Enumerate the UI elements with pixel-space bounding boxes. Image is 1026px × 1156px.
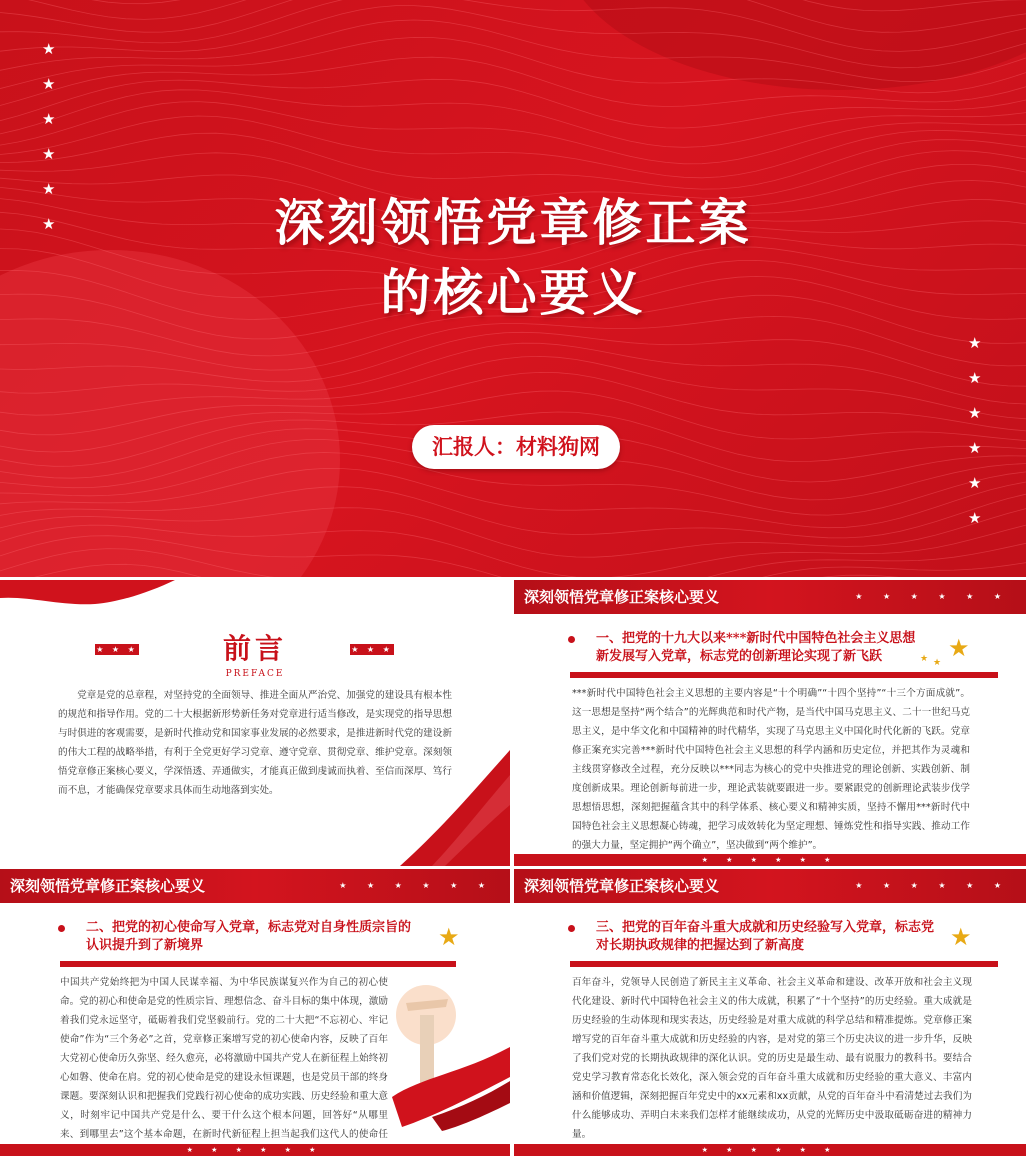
cover-title-line1: 深刻领悟党章修正案 — [274, 193, 752, 252]
section-bullet — [568, 925, 575, 932]
footer-star-decor: ★ ★ ★ ★ ★ ★ — [701, 1146, 839, 1154]
star-icon: ★ — [968, 369, 982, 387]
wave-line — [0, 356, 1026, 418]
gold-star-icon: ★ — [950, 923, 972, 951]
header-star-decor: ★ ★ ★ ★ ★ ★ — [855, 592, 1010, 601]
gold-star-icon: ★ — [948, 634, 970, 662]
star-icon: ★ — [968, 439, 982, 457]
slide-header-title: 深刻领悟党章修正案核心要义 — [524, 588, 720, 606]
cover-title-line2: 的核心要义 — [380, 263, 646, 322]
wave-line — [0, 549, 1026, 577]
preface-subtitle: PREFACE — [225, 669, 285, 679]
preface-star-decor-right: ★ ★ ★ — [351, 645, 393, 654]
wave-line — [0, 133, 1026, 189]
star-icon: ★ — [968, 509, 982, 527]
content-slide-3 — [514, 869, 1026, 1156]
star-icon: ★ — [968, 404, 982, 422]
huabiao-ribbon-illustration — [392, 977, 510, 1141]
star-icon: ★ — [42, 110, 56, 128]
content-slide-1 — [514, 580, 1026, 866]
section-underline — [60, 961, 456, 967]
star-icon: ★ — [968, 334, 982, 352]
cover-star-column-right — [968, 334, 981, 528]
star-icon: ★ — [42, 75, 56, 93]
star-icon: ★ — [42, 180, 56, 198]
slide-header-title: 深刻领悟党章修正案核心要义 — [10, 877, 206, 895]
wave-line — [0, 102, 1026, 164]
section-body: ***新时代中国特色社会主义思想的主要内容是“十个明确”“十四个坚持”“十三个方面成就”。这一思想是坚持“两个结合”的光辉典范和时代产物，是当代中国马克思主义、二十一世纪马克思主义，是中华文化和中国精神的时代精华，实现了马克思主义中国化时代化新的飞跃。党章修正案充实完善***新时代中国特色社会主义思想的科学内涵和历史定位，并把其作为灵魂和主线贯穿修改全过程，充分反映以***同志为核心的党中央推进党的理论创新、实践创新、制度创新成果。理论创新每前进一步，理论武装就要跟进一步。要紧跟党的创新理论武装步伐学思想悟思想，深刻把握蕴含其中的科学体系、核心要义和精神实质，坚持不懈用***新时代中国特色社会主义思想凝心铸魂，把学习成效转化为坚定理想、锤炼党性和指导实践、推动工作的强大力量，坚定拥护“两个确立”，坚决做到“两个维护”。 — [572, 688, 970, 851]
preface-title: 前言 — [222, 632, 287, 665]
star-icon: ★ — [42, 40, 56, 58]
wave-line — [0, 332, 1026, 386]
wave-line — [0, 508, 1026, 558]
section-title: 三、把党的百年奋斗重大成就和历史经验写入党章，标志党对长期执政规律的把握达到了新高度 — [596, 920, 935, 953]
wave-line — [0, 116, 1026, 178]
wave-line — [0, 525, 1026, 577]
header-star-decor: ★ ★ ★ ★ ★ ★ — [339, 881, 494, 890]
section-title: 二、把党的初心使命写入党章，标志党对自身性质宗旨的认识提升到了新境界 — [86, 920, 412, 953]
cover-title — [0, 188, 1026, 328]
gold-star-small-icon: ★ — [933, 658, 942, 668]
preface-slide — [0, 580, 510, 866]
footer-star-decor: ★ ★ ★ ★ ★ ★ — [701, 856, 839, 864]
header-star-decor: ★ ★ ★ ★ ★ ★ — [855, 881, 1010, 890]
wave-line — [0, 0, 1026, 51]
section-body: 中国共产党始终把为中国人民谋幸福、为中华民族谋复兴作为自己的初心使命。党的初心和使命是党的性质宗旨、理想信念、奋斗目标的集中体现，激励着我们党永远坚守，砥砺着我们党坚毅前行。党的二十大把“不忘初心、牢记使命”作为“三个务必”之首，党章修正案增写党的初心使命内容，反映了百年大党初心使命历久弥坚、经久愈亮，必将激励中国共产党人在新征程上始终初心如磐、使命在肩。党的初心使命是党的建设永恒课题，也是党员干部的终身课题。要深刻认识和把握我们党践行初心使命的成功实践、历史经验和重大意义，时刻牢记中国共产党是什么、要干什么这个根本问题，回答好“从哪里来、到哪里去”这个基本命题，在新时代新征程上担当起我们这代人的使命任 — [60, 977, 388, 1140]
star-icon: ★ — [968, 474, 982, 492]
section-underline — [570, 672, 998, 678]
section-title: 一、把党的十九大以来***新时代中国特色社会主义思想新发展写入党章，标志党的创新理论实现了新飞跃 — [596, 631, 916, 664]
section-bullet — [568, 636, 575, 643]
preface-star-decor-left: ★ ★ ★ — [96, 645, 138, 654]
gold-star-icon: ★ — [438, 923, 460, 951]
star-icon: ★ — [42, 215, 56, 233]
wave-line — [0, 468, 1026, 527]
gold-star-small-icon: ★ — [920, 654, 929, 664]
section-underline — [570, 961, 998, 967]
content-slide-2 — [0, 869, 510, 1156]
star-icon: ★ — [42, 145, 56, 163]
wave-line — [0, 564, 1026, 577]
slide-header-title: 深刻领悟党章修正案核心要义 — [524, 877, 720, 895]
wave-line — [0, 536, 1026, 577]
wave-line — [0, 487, 1026, 538]
footer-star-decor: ★ ★ ★ ★ ★ ★ — [186, 1146, 324, 1154]
preface-body: 党章是党的总章程，对坚持党的全面领导、推进全面从严治党、加强党的建设具有根本性的规范和指导作用。党的二十大根据新形势新任务对党章进行适当修改，是实现党的指导思想与时俱进的客观需要，是新时代推动党和国家事业发展的必然要求，是推进新时代党的建设新的伟大工程的战略举措，有利于全党更好学习党章、遵守党章、贯彻党章、维护党章。深刻领悟党章修正案核心要义，学深悟透、弄通做实，才能真正做到虔诚而执着、至信而深厚、笃行而不息，才能确保党章要求具体而生动地落到实处。 — [58, 690, 452, 796]
reporter-badge: 汇报人：材料狗网 — [412, 425, 620, 469]
wave-line — [0, 57, 1026, 106]
section-body: 百年奋斗，党领导人民创造了新民主主义革命、社会主义革命和建设、改革开放和社会主义现代化建设、新时代中国特色社会主义的伟大成就，积累了“十个坚持”的历史经验。重大成就是历史经验的生动体现和现实表达，历史经验是对重大成就的科学总结和精准提炼。党章修正案增写党的百年奋斗重大成就和历史经验的内容，是对党的第三个历史决议的进一步升华，反映了我们党对党的长期执政规律的深化认识。党的历史是最生动、最有说服力的教科书。要结合党史学习教育常态化长效化，深入领会党的百年奋斗重大成就和历史经验的重大意义、丰富内涵和价值逻辑，深刻把握百年党史中的xx元素和xx贡献，从党的百年奋斗中看清楚过去我们为什么能够成功、弄明白未来我们怎样才能继续成功，从党的光辉历史中汲取砥砺奋进的精神力量。 — [572, 977, 972, 1140]
wave-line — [0, 0, 1026, 4]
wave-line — [0, 0, 1026, 32]
cover-slide — [0, 0, 1026, 577]
section-bullet — [58, 925, 65, 932]
